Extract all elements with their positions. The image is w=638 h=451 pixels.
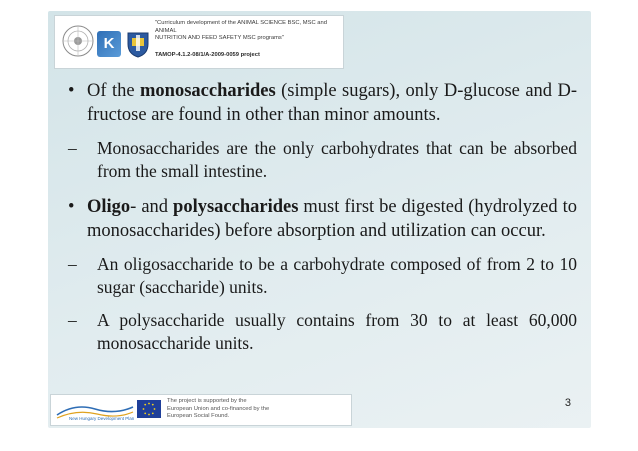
footer-support-text <box>167 398 297 421</box>
subbullet-2-text: An oligosaccharide to be a carbohydrate composed of from 2 to 10 sugar (saccharide) units. <box>97 254 577 297</box>
new-hungary-logo-icon <box>55 399 135 421</box>
slide-content <box>62 79 577 355</box>
subbullet-oligosaccharide <box>62 253 577 299</box>
footer-line-3: European Social Found. <box>167 413 230 420</box>
project-code: TAMOP-4.1.2-08/1/A-2009-0059 project <box>155 52 260 58</box>
bullet-monosaccharides <box>62 79 577 127</box>
crest-icon <box>125 30 151 58</box>
subbullet-3-text: A polysaccharide usually contains from 30 to at least 60,000 monosaccharide units. <box>97 310 577 353</box>
bullet-2-bold-2: polysaccharides <box>173 197 299 217</box>
footer-line-2: European Union and co-financed by the <box>167 405 270 412</box>
bullet-1-text-post: (simple sugars), only D-glucose and D-fructose are found in other than minor amounts. <box>87 81 577 125</box>
dash-mark: – <box>68 310 77 330</box>
page-number: 3 <box>564 397 571 409</box>
slide <box>48 11 591 428</box>
footer-banner <box>50 394 352 426</box>
subbullet-polysaccharide <box>62 309 577 355</box>
subbullet-absorption <box>62 137 577 183</box>
bullet-1-text-pre: Of the <box>87 81 140 101</box>
header-line-2: NUTRITION AND FEED SAFETY MSC programs" <box>155 35 284 41</box>
k-logo-icon: K <box>97 31 121 57</box>
header-banner <box>54 15 344 69</box>
bullet-2-bold-1: Oligo <box>87 197 131 217</box>
eu-flag-icon <box>137 400 161 418</box>
bullet-2-text-mid: - and <box>130 197 174 217</box>
university-emblem-icon <box>61 24 95 58</box>
svg-text:New Hungary Development Plan: New Hungary Development Plan <box>69 416 135 421</box>
subbullet-1-text: Monosaccharides are the only carbohydrates that can be absorbed from the small intestine. <box>97 138 577 181</box>
dash-mark: – <box>68 138 77 158</box>
bullet-dot: • <box>68 197 75 217</box>
bullet-oligo-poly <box>62 195 577 243</box>
bullet-2-text-post: must first be digested (hydrolyzed to monosaccharides) before absorption and utilization can occur. <box>87 197 578 241</box>
dash-mark: – <box>68 254 77 274</box>
header-line-1: "Curriculum development of the ANIMAL SCIENCE BSC, MSC and ANIMAL <box>155 20 327 34</box>
header-title <box>155 20 340 43</box>
footer-line-1: The project is supported by the <box>167 398 247 404</box>
bullet-dot: • <box>68 81 75 101</box>
bullet-1-bold: monosaccharides <box>140 81 276 101</box>
